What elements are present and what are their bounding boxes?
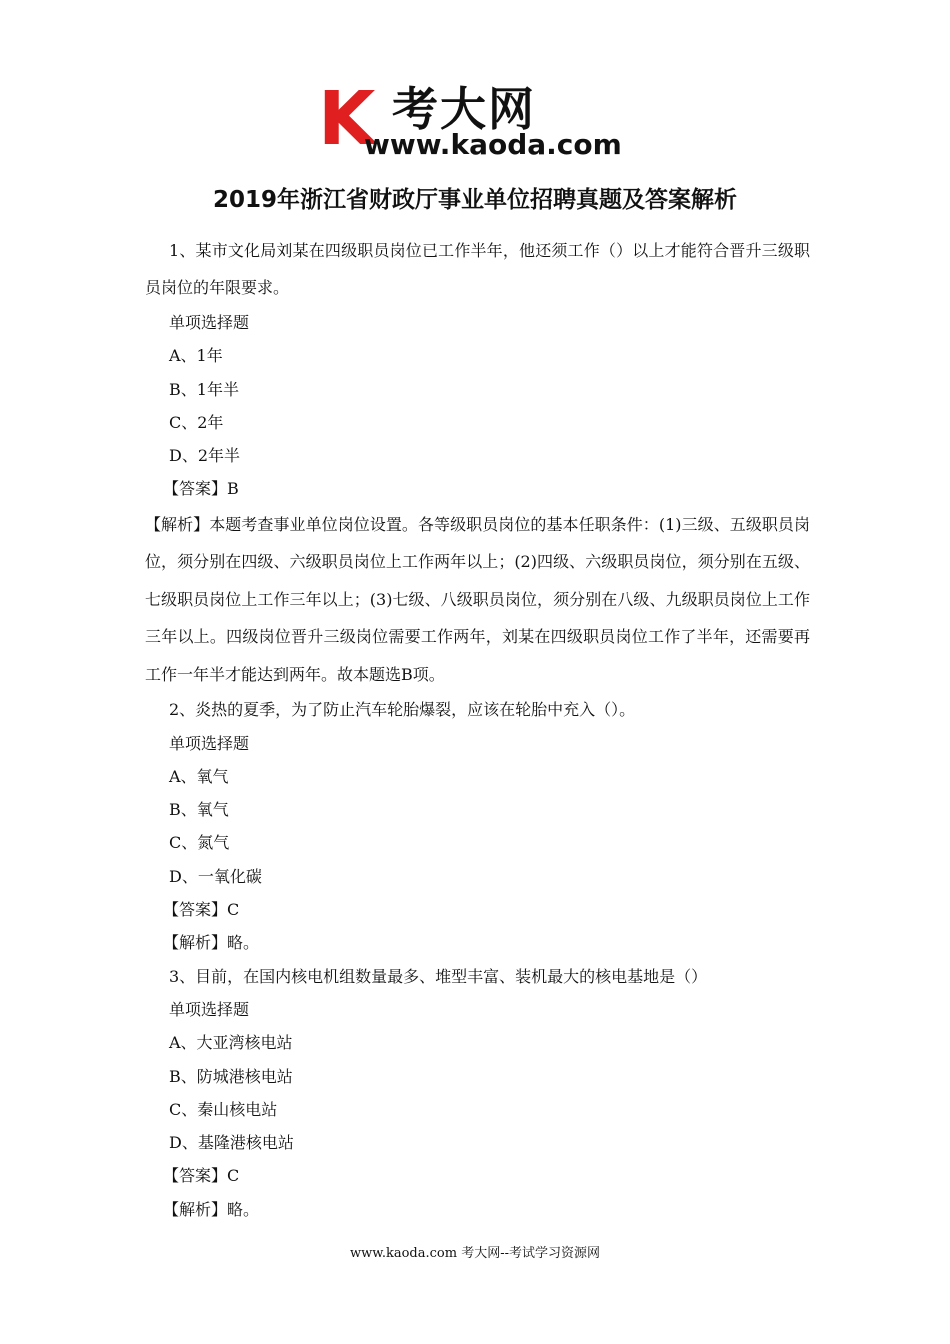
question-3-option-d: D、基隆港核电站 <box>169 1133 294 1153</box>
question-1-option-a: A、1年 <box>169 346 223 366</box>
question-1-analysis: 【解析】本题考查事业单位岗位设置。各等级职员岗位的基本任职条件：(1)三级、五级职员岗位，须分别在四级、六级职员岗位上工作两年以上；(2)四级、六级职员岗位，须分别在五级、七级职员岗位上工作三年以上；(3)七级、八级职员岗位，须分别在八级、九级职员岗位上工作三年以上。四级岗位晋升三级岗位需要工作两年，刘某在四级职员岗位工作了半年，还需要再工作一年半才能达到两年。故本题选B项。 <box>145 514 810 684</box>
question-1-answer: 【答案】B <box>163 479 239 499</box>
question-2-analysis: 【解析】略。 <box>163 933 260 953</box>
logo-name: 考大网 <box>392 82 536 136</box>
page-title: 2019年浙江省财政厅事业单位招聘真题及答案解析 <box>212 187 737 213</box>
question-1-stem: 1、某市文化局刘某在四级职员岗位已工作半年，他还须工作（）以上才能符合晋升三级职员岗位的年限要求。 <box>145 241 810 297</box>
site-logo <box>318 76 648 164</box>
question-3-type: 单项选择题 <box>169 999 250 1019</box>
question-2-option-b: B、氧气 <box>169 800 229 820</box>
question-3-option-a: A、大亚湾核电站 <box>169 1033 293 1053</box>
question-3-stem: 3、目前，在国内核电机组数量最多、堆型丰富、装机最大的核电基地是（） <box>169 966 708 986</box>
logo-url: www.kaoda.com <box>364 128 622 161</box>
page-footer: www.kaoda.com 考大网--考试学习资源网 <box>350 1246 600 1261</box>
question-2-option-a: A、氧气 <box>169 766 229 786</box>
question-3-option-c: C、秦山核电站 <box>169 1099 278 1119</box>
logo-mark: K <box>318 76 372 162</box>
document-body <box>145 232 810 1226</box>
question-2-option-c: C、氮气 <box>169 833 230 853</box>
question-2-type: 单项选择题 <box>169 733 250 753</box>
question-2-answer: 【答案】C <box>163 900 240 920</box>
question-3-option-b: B、防城港核电站 <box>169 1066 293 1086</box>
question-3-answer: 【答案】C <box>163 1166 240 1186</box>
question-1-option-c: C、2年 <box>169 412 224 432</box>
question-1-option-d: D、2年半 <box>169 446 241 466</box>
question-1-option-b: B、1年半 <box>169 379 239 399</box>
question-2-stem: 2、炎热的夏季，为了防止汽车轮胎爆裂，应该在轮胎中充入（）。 <box>169 700 636 720</box>
question-3-analysis: 【解析】略。 <box>163 1199 260 1219</box>
question-1-type: 单项选择题 <box>169 313 250 332</box>
question-2-option-d: D、一氧化碳 <box>169 866 262 886</box>
